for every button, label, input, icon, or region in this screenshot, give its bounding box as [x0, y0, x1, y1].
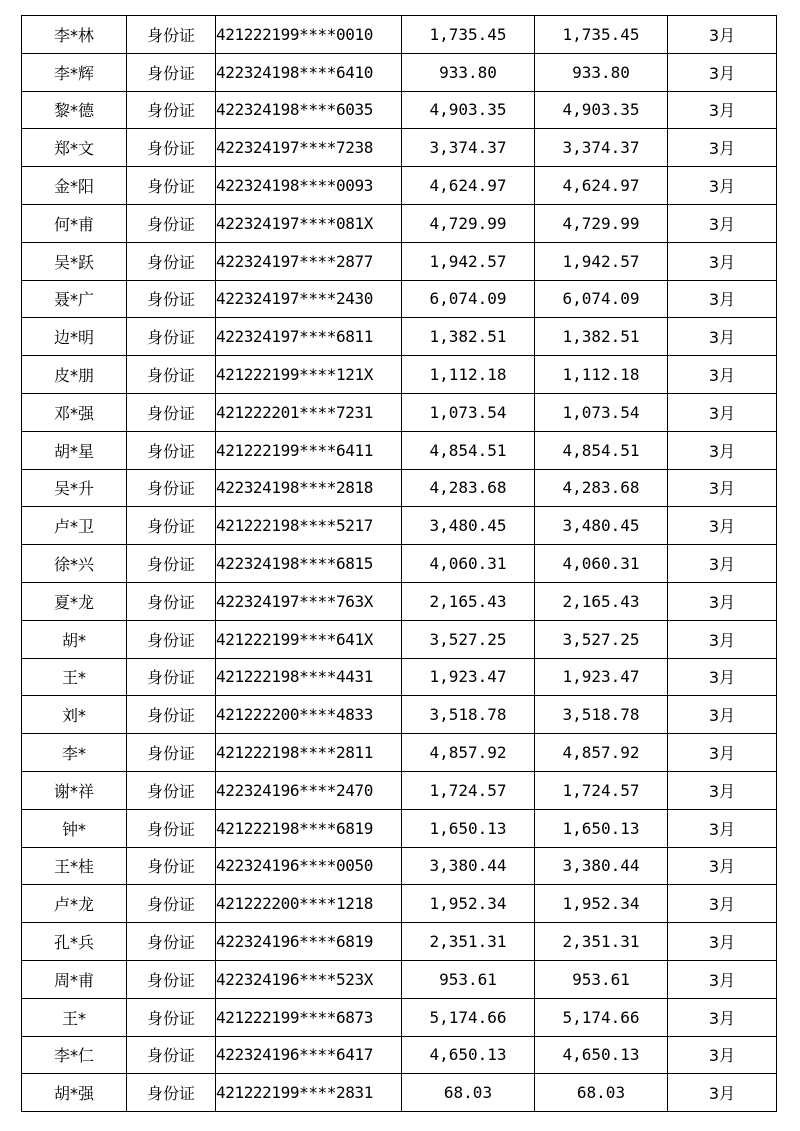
- amount-cell: 953.61: [402, 960, 535, 998]
- id-number-cell: 422324197****2877: [216, 242, 402, 280]
- id-number-cell: 421222199****2831: [216, 1074, 402, 1112]
- id-type-cell: 身份证: [127, 923, 216, 961]
- paid-amount-cell: 68.03: [535, 1074, 668, 1112]
- id-type-cell: 身份证: [127, 734, 216, 772]
- table-row: [22, 1036, 777, 1074]
- paid-amount-cell: 3,527.25: [535, 620, 668, 658]
- paid-amount-cell: 933.80: [535, 53, 668, 91]
- amount-cell: 3,527.25: [402, 620, 535, 658]
- id-type-cell: 身份证: [127, 53, 216, 91]
- table-row: [22, 620, 777, 658]
- id-type-cell: 身份证: [127, 318, 216, 356]
- amount-cell: 4,283.68: [402, 469, 535, 507]
- id-type-cell: 身份证: [127, 582, 216, 620]
- amount-cell: 3,518.78: [402, 696, 535, 734]
- table-row: [22, 431, 777, 469]
- paid-amount-cell: 5,174.66: [535, 998, 668, 1036]
- id-number-cell: 422324197****081X: [216, 204, 402, 242]
- amount-cell: 4,854.51: [402, 431, 535, 469]
- id-number-cell: 421222199****6411: [216, 431, 402, 469]
- id-number-cell: 422324197****763X: [216, 582, 402, 620]
- paid-amount-cell: 1,382.51: [535, 318, 668, 356]
- amount-cell: 1,112.18: [402, 356, 535, 394]
- table-row: [22, 1074, 777, 1112]
- month-cell: 3月: [668, 847, 777, 885]
- person-name-cell: 钟*: [22, 809, 127, 847]
- month-cell: 3月: [668, 885, 777, 923]
- paid-amount-cell: 4,650.13: [535, 1036, 668, 1074]
- id-number-cell: 421222201****7231: [216, 393, 402, 431]
- person-name-cell: 聂*广: [22, 280, 127, 318]
- month-cell: 3月: [668, 129, 777, 167]
- id-number-cell: 422324198****2818: [216, 469, 402, 507]
- amount-cell: 4,060.31: [402, 545, 535, 583]
- month-cell: 3月: [668, 923, 777, 961]
- id-type-cell: 身份证: [127, 356, 216, 394]
- table-row: [22, 16, 777, 54]
- person-name-cell: 皮*朋: [22, 356, 127, 394]
- amount-cell: 3,374.37: [402, 129, 535, 167]
- payment-table: [21, 15, 777, 1112]
- id-type-cell: 身份证: [127, 91, 216, 129]
- id-type-cell: 身份证: [127, 960, 216, 998]
- person-name-cell: 吴*跃: [22, 242, 127, 280]
- person-name-cell: 胡*星: [22, 431, 127, 469]
- paid-amount-cell: 3,380.44: [535, 847, 668, 885]
- id-type-cell: 身份证: [127, 469, 216, 507]
- paid-amount-cell: 4,729.99: [535, 204, 668, 242]
- table-row: [22, 129, 777, 167]
- id-number-cell: 422324197****7238: [216, 129, 402, 167]
- person-name-cell: 王*桂: [22, 847, 127, 885]
- amount-cell: 2,351.31: [402, 923, 535, 961]
- id-number-cell: 421222198****2811: [216, 734, 402, 772]
- month-cell: 3月: [668, 431, 777, 469]
- month-cell: 3月: [668, 393, 777, 431]
- amount-cell: 1,923.47: [402, 658, 535, 696]
- table-row: [22, 469, 777, 507]
- table-row: [22, 734, 777, 772]
- person-name-cell: 刘*: [22, 696, 127, 734]
- table-row: [22, 393, 777, 431]
- person-name-cell: 金*阳: [22, 167, 127, 205]
- table-row: [22, 545, 777, 583]
- month-cell: 3月: [668, 998, 777, 1036]
- amount-cell: 68.03: [402, 1074, 535, 1112]
- paid-amount-cell: 1,073.54: [535, 393, 668, 431]
- month-cell: 3月: [668, 242, 777, 280]
- person-name-cell: 周*甫: [22, 960, 127, 998]
- person-name-cell: 孔*兵: [22, 923, 127, 961]
- id-number-cell: 422324198****6815: [216, 545, 402, 583]
- amount-cell: 4,857.92: [402, 734, 535, 772]
- amount-cell: 1,073.54: [402, 393, 535, 431]
- month-cell: 3月: [668, 620, 777, 658]
- paid-amount-cell: 1,735.45: [535, 16, 668, 54]
- id-number-cell: 422324196****523X: [216, 960, 402, 998]
- id-type-cell: 身份证: [127, 658, 216, 696]
- month-cell: 3月: [668, 960, 777, 998]
- paid-amount-cell: 4,854.51: [535, 431, 668, 469]
- month-cell: 3月: [668, 734, 777, 772]
- id-number-cell: 422324197****2430: [216, 280, 402, 318]
- month-cell: 3月: [668, 582, 777, 620]
- id-number-cell: 421222199****121X: [216, 356, 402, 394]
- id-type-cell: 身份证: [127, 242, 216, 280]
- person-name-cell: 李*仁: [22, 1036, 127, 1074]
- id-number-cell: 421222198****4431: [216, 658, 402, 696]
- amount-cell: 4,903.35: [402, 91, 535, 129]
- id-type-cell: 身份证: [127, 507, 216, 545]
- month-cell: 3月: [668, 469, 777, 507]
- table-row: [22, 847, 777, 885]
- table-row: [22, 771, 777, 809]
- id-type-cell: 身份证: [127, 1036, 216, 1074]
- table-row: [22, 582, 777, 620]
- table-row: [22, 318, 777, 356]
- paid-amount-cell: 2,351.31: [535, 923, 668, 961]
- id-type-cell: 身份证: [127, 620, 216, 658]
- amount-cell: 4,729.99: [402, 204, 535, 242]
- id-number-cell: 422324196****6417: [216, 1036, 402, 1074]
- amount-cell: 4,624.97: [402, 167, 535, 205]
- person-name-cell: 胡*强: [22, 1074, 127, 1112]
- amount-cell: 6,074.09: [402, 280, 535, 318]
- table-row: [22, 923, 777, 961]
- paid-amount-cell: 3,374.37: [535, 129, 668, 167]
- month-cell: 3月: [668, 53, 777, 91]
- table-row: [22, 356, 777, 394]
- paid-amount-cell: 4,903.35: [535, 91, 668, 129]
- table-row: [22, 658, 777, 696]
- month-cell: 3月: [668, 16, 777, 54]
- id-number-cell: 421222200****4833: [216, 696, 402, 734]
- person-name-cell: 边*明: [22, 318, 127, 356]
- paid-amount-cell: 1,923.47: [535, 658, 668, 696]
- table-row: [22, 91, 777, 129]
- person-name-cell: 李*林: [22, 16, 127, 54]
- month-cell: 3月: [668, 280, 777, 318]
- month-cell: 3月: [668, 771, 777, 809]
- id-number-cell: 422324198****6035: [216, 91, 402, 129]
- paid-amount-cell: 1,112.18: [535, 356, 668, 394]
- amount-cell: 1,735.45: [402, 16, 535, 54]
- table-body: [22, 16, 777, 1112]
- person-name-cell: 胡*: [22, 620, 127, 658]
- person-name-cell: 黎*德: [22, 91, 127, 129]
- id-number-cell: 421222198****6819: [216, 809, 402, 847]
- paid-amount-cell: 3,518.78: [535, 696, 668, 734]
- month-cell: 3月: [668, 809, 777, 847]
- table-row: [22, 53, 777, 91]
- amount-cell: 2,165.43: [402, 582, 535, 620]
- amount-cell: 3,480.45: [402, 507, 535, 545]
- table-row: [22, 696, 777, 734]
- id-type-cell: 身份证: [127, 545, 216, 583]
- id-number-cell: 421222199****0010: [216, 16, 402, 54]
- id-number-cell: 422324198****0093: [216, 167, 402, 205]
- id-number-cell: 422324198****6410: [216, 53, 402, 91]
- amount-cell: 1,942.57: [402, 242, 535, 280]
- paid-amount-cell: 1,650.13: [535, 809, 668, 847]
- amount-cell: 1,650.13: [402, 809, 535, 847]
- person-name-cell: 王*: [22, 998, 127, 1036]
- person-name-cell: 卢*卫: [22, 507, 127, 545]
- month-cell: 3月: [668, 91, 777, 129]
- person-name-cell: 李*辉: [22, 53, 127, 91]
- table-row: [22, 167, 777, 205]
- amount-cell: 1,952.34: [402, 885, 535, 923]
- person-name-cell: 吴*升: [22, 469, 127, 507]
- paid-amount-cell: 3,480.45: [535, 507, 668, 545]
- paid-amount-cell: 4,857.92: [535, 734, 668, 772]
- month-cell: 3月: [668, 167, 777, 205]
- id-type-cell: 身份证: [127, 696, 216, 734]
- amount-cell: 1,382.51: [402, 318, 535, 356]
- table-row: [22, 507, 777, 545]
- month-cell: 3月: [668, 1074, 777, 1112]
- paid-amount-cell: 2,165.43: [535, 582, 668, 620]
- month-cell: 3月: [668, 318, 777, 356]
- paid-amount-cell: 953.61: [535, 960, 668, 998]
- person-name-cell: 何*甫: [22, 204, 127, 242]
- person-name-cell: 卢*龙: [22, 885, 127, 923]
- person-name-cell: 徐*兴: [22, 545, 127, 583]
- table-row: [22, 885, 777, 923]
- table-row: [22, 809, 777, 847]
- id-number-cell: 422324196****2470: [216, 771, 402, 809]
- month-cell: 3月: [668, 658, 777, 696]
- id-type-cell: 身份证: [127, 393, 216, 431]
- paid-amount-cell: 4,624.97: [535, 167, 668, 205]
- id-number-cell: 422324197****6811: [216, 318, 402, 356]
- paid-amount-cell: 1,724.57: [535, 771, 668, 809]
- amount-cell: 5,174.66: [402, 998, 535, 1036]
- amount-cell: 1,724.57: [402, 771, 535, 809]
- amount-cell: 3,380.44: [402, 847, 535, 885]
- amount-cell: 4,650.13: [402, 1036, 535, 1074]
- paid-amount-cell: 6,074.09: [535, 280, 668, 318]
- person-name-cell: 王*: [22, 658, 127, 696]
- id-type-cell: 身份证: [127, 280, 216, 318]
- month-cell: 3月: [668, 204, 777, 242]
- month-cell: 3月: [668, 696, 777, 734]
- id-type-cell: 身份证: [127, 847, 216, 885]
- table-row: [22, 204, 777, 242]
- table-row: [22, 280, 777, 318]
- person-name-cell: 夏*龙: [22, 582, 127, 620]
- month-cell: 3月: [668, 507, 777, 545]
- id-number-cell: 421222200****1218: [216, 885, 402, 923]
- person-name-cell: 谢*祥: [22, 771, 127, 809]
- id-number-cell: 422324196****0050: [216, 847, 402, 885]
- id-type-cell: 身份证: [127, 809, 216, 847]
- person-name-cell: 邓*强: [22, 393, 127, 431]
- paid-amount-cell: 1,952.34: [535, 885, 668, 923]
- person-name-cell: 郑*文: [22, 129, 127, 167]
- id-number-cell: 421222199****6873: [216, 998, 402, 1036]
- id-type-cell: 身份证: [127, 129, 216, 167]
- table-row: [22, 998, 777, 1036]
- paid-amount-cell: 1,942.57: [535, 242, 668, 280]
- amount-cell: 933.80: [402, 53, 535, 91]
- month-cell: 3月: [668, 545, 777, 583]
- id-number-cell: 422324196****6819: [216, 923, 402, 961]
- id-type-cell: 身份证: [127, 167, 216, 205]
- person-name-cell: 李*: [22, 734, 127, 772]
- id-type-cell: 身份证: [127, 771, 216, 809]
- paid-amount-cell: 4,060.31: [535, 545, 668, 583]
- id-number-cell: 421222199****641X: [216, 620, 402, 658]
- month-cell: 3月: [668, 1036, 777, 1074]
- table-row: [22, 242, 777, 280]
- id-type-cell: 身份证: [127, 1074, 216, 1112]
- id-type-cell: 身份证: [127, 16, 216, 54]
- id-type-cell: 身份证: [127, 885, 216, 923]
- month-cell: 3月: [668, 356, 777, 394]
- id-type-cell: 身份证: [127, 431, 216, 469]
- id-type-cell: 身份证: [127, 998, 216, 1036]
- id-type-cell: 身份证: [127, 204, 216, 242]
- paid-amount-cell: 4,283.68: [535, 469, 668, 507]
- id-number-cell: 421222198****5217: [216, 507, 402, 545]
- table-row: [22, 960, 777, 998]
